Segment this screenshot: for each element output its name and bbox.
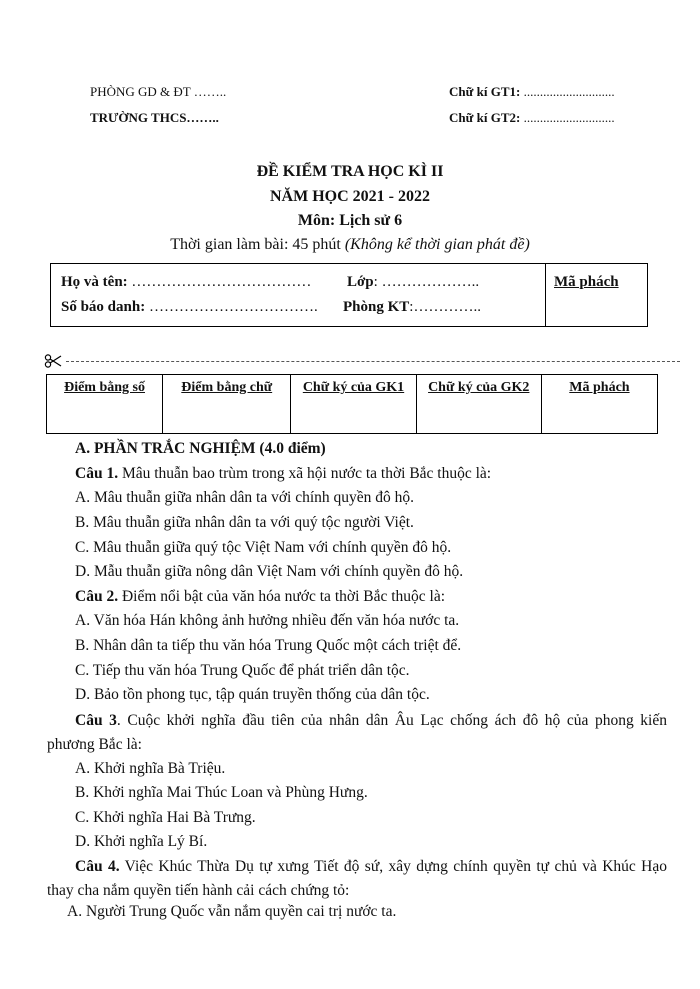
signature-gt2-dots: ............................ <box>520 110 615 125</box>
q1-option-d: D. Mẫu thuẫn giữa nông dân Việt Nam với chính quyền đô hộ. <box>75 563 464 580</box>
q3-option-b: B. Khởi nghĩa Mai Thúc Loan và Phùng Hưng. <box>75 784 368 801</box>
scissors-icon <box>44 354 62 368</box>
signature-gt2-label: Chữ kí GT2: <box>449 110 521 125</box>
time-allowed-text: Thời gian làm bài: 45 phút <box>170 236 345 253</box>
q1-option-c: C. Mâu thuẫn giữa quý tộc Việt Nam với chính quyền đô hộ. <box>75 539 452 556</box>
question-4-label: Câu 4. <box>75 858 120 875</box>
q2-option-d: D. Bảo tồn phong tục, tập quán truyền thống của dân tộc. <box>75 686 430 703</box>
info-box-divider <box>545 264 546 326</box>
room-field <box>343 299 481 316</box>
time-allowed <box>0 236 700 254</box>
room-label: Phòng KT <box>343 299 410 315</box>
q1-option-a: A. Mâu thuẫn giữa nhân dân ta với chính quyền đô hộ. <box>75 489 415 506</box>
class-dots: : ……………….. <box>373 274 480 290</box>
signature-gt1-label: Chữ kí GT1: <box>449 84 521 99</box>
school-year: NĂM HỌC 2021 - 2022 <box>270 188 430 205</box>
q3-option-d: D. Khởi nghĩa Lý Bí. <box>75 833 208 850</box>
examiner1-signature-header: Chữ ký của GK1 <box>291 375 416 434</box>
question-2 <box>75 588 445 606</box>
cut-line <box>44 354 680 368</box>
class-field <box>347 274 479 291</box>
q3-option-a: A. Khởi nghĩa Bà Triệu. <box>75 760 226 777</box>
score-words-header: Điểm bằng chữ <box>163 375 291 434</box>
subject: Môn: Lịch sử 6 <box>297 212 403 229</box>
q2-option-c: C. Tiếp thu văn hóa Trung Quốc để phát triển dân tộc. <box>75 662 410 679</box>
secret-code-header: Mã phách <box>541 375 657 434</box>
student-info-box <box>50 263 648 327</box>
q2-option-a: A. Văn hóa Hán không ảnh hưởng nhiều đến văn hóa nước ta. <box>75 612 460 629</box>
examiner2-signature-header: Chữ ký của GK2 <box>416 375 541 434</box>
question-3 <box>47 709 667 757</box>
class-label: Lớp <box>347 274 374 290</box>
name-field <box>61 274 311 291</box>
room-dots: :………….. <box>409 299 481 315</box>
q4-option-a: A. Người Trung Quốc vẫn nắm quyền cai trị nước ta. <box>67 903 397 920</box>
question-1-label: Câu 1. <box>75 465 119 482</box>
candidate-number-label: Số báo danh: <box>61 299 146 315</box>
secret-code-label: Mã phách <box>554 274 619 290</box>
name-label: Họ và tên: <box>61 274 128 290</box>
question-1-text: Mâu thuẫn bao trùm trong xã hội nước ta thời Bắc thuộc là: <box>118 465 492 482</box>
time-allowed-note: (Không kể thời gian phát đề) <box>344 236 530 253</box>
signature-gt1 <box>449 84 615 100</box>
school-label: TRƯỜNG THCS…….. <box>90 110 219 125</box>
question-3-text: . Cuộc khởi nghĩa đầu tiên của nhân dân Âu Lạc chống ách đô hộ của phong kiến phương Bắc là: <box>47 712 667 753</box>
department-label: PHÒNG GD & ĐT …….. <box>90 84 227 99</box>
score-table <box>46 374 658 434</box>
name-dots: ……………………………… <box>127 274 312 290</box>
question-4 <box>47 855 667 903</box>
question-3-label: Câu 3 <box>75 712 117 729</box>
signature-gt1-dots: ............................ <box>520 84 615 99</box>
dashed-cut-line <box>66 361 680 362</box>
question-4-text: Việc Khúc Thừa Dụ tự xưng Tiết độ sứ, xây dựng chính quyền tự chủ và Khúc Hạo thay cha nắm quyền tiến hành cải cách chứng tỏ: <box>47 858 667 899</box>
exam-title: ĐỀ KIỂM TRA HỌC KÌ II <box>256 163 444 180</box>
question-2-label: Câu 2. <box>75 588 119 605</box>
q3-option-c: C. Khởi nghĩa Hai Bà Trưng. <box>75 809 256 826</box>
section-a-heading: A. PHẦN TRẮC NGHIỆM (4.0 điểm) <box>75 440 326 457</box>
question-1 <box>75 465 491 483</box>
signature-gt2 <box>449 110 615 126</box>
candidate-number-field <box>61 299 318 316</box>
score-number-header: Điểm bằng số <box>47 375 163 434</box>
q1-option-b: B. Mâu thuẫn giữa nhân dân ta với quý tộc người Việt. <box>75 514 414 531</box>
question-2-text: Điểm nổi bật của văn hóa nước ta thời Bắc thuộc là: <box>118 588 446 605</box>
candidate-number-dots: ……………………………. <box>145 299 318 315</box>
q2-option-b: B. Nhân dân ta tiếp thu văn hóa Trung Quốc một cách triệt để. <box>75 637 462 654</box>
